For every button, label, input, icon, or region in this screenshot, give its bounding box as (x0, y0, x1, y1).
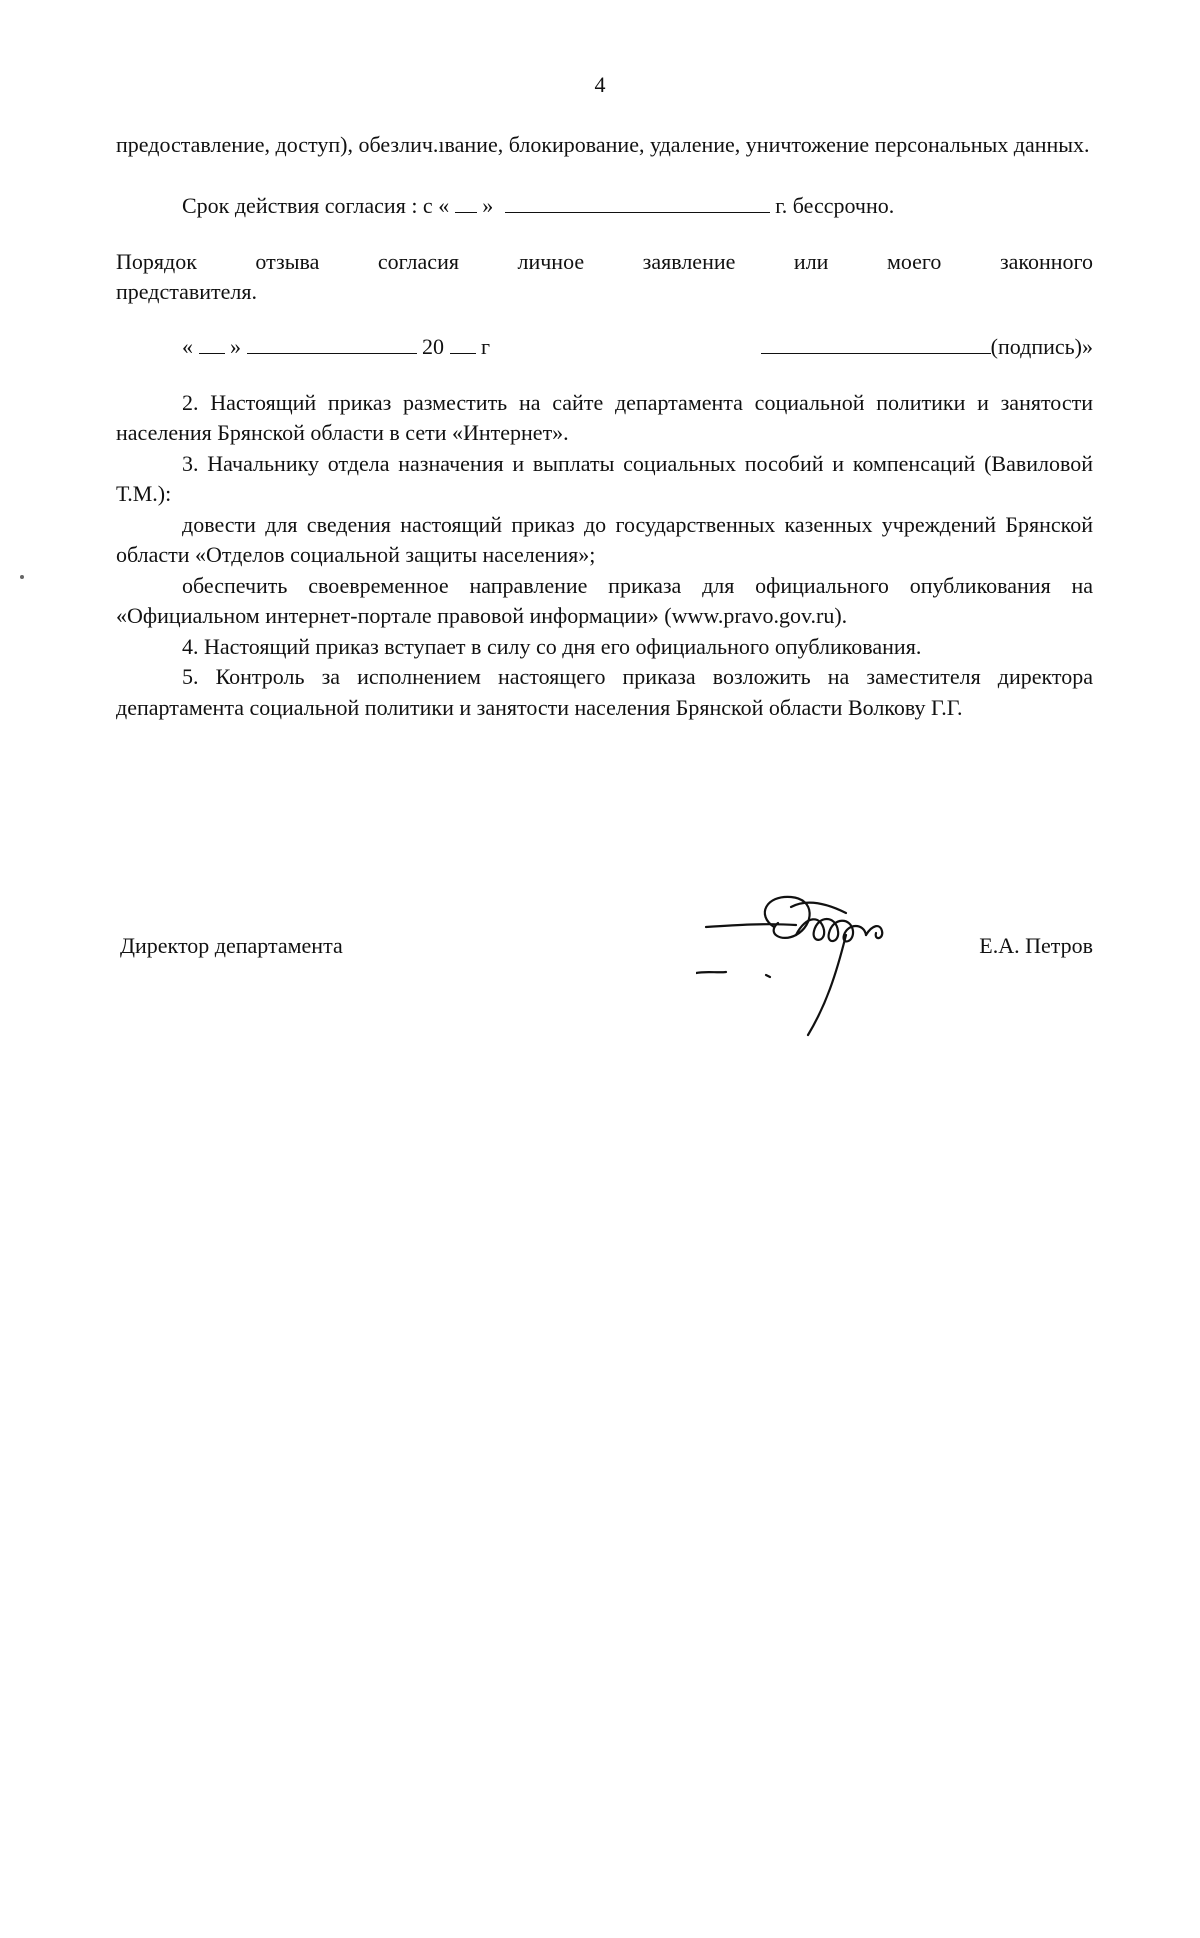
date-year-suffix: г (481, 333, 491, 359)
date-line (182, 332, 490, 363)
consent-term-quote-close: » (482, 192, 494, 218)
date-year-blank (450, 333, 476, 354)
consent-term-row (116, 191, 1093, 223)
revoke-procedure-line-2: представителя. (116, 279, 257, 304)
date-day-blank (199, 333, 225, 354)
signatory-title: Директор департамента (120, 933, 343, 958)
document-body (116, 130, 1093, 723)
signature-blank (761, 333, 991, 354)
paragraph-continuation: предоставление, доступ), обезлич.ıвание, блокирование, удаление, уничтожение персональных данных. (116, 132, 1090, 157)
date-quote-close: » (230, 333, 241, 359)
consent-term-line (182, 191, 894, 222)
date-signature-row (116, 332, 1093, 364)
day-blank (455, 192, 477, 213)
signature-block (116, 925, 1093, 1055)
date-year-prefix: 20 (422, 333, 444, 359)
paragraph-4: 4. Настоящий приказ вступает в силу со дня его официального опубликования. (182, 633, 922, 659)
revoke-procedure-line-1: Порядок отзыва согласия личное заявление или моего законного (116, 248, 1093, 274)
month-year-blank (505, 192, 770, 213)
signatory-name: Е.А. Петров (979, 933, 1093, 958)
paragraph-3b: обеспечить своевременное направление приказа для официального опубликования на «Официальном интернет-портале правовой информации» (www.pravo.gov.ru). (116, 572, 1093, 628)
paragraph-2: 2. Настоящий приказ разместить на сайте департамента социальной политики и занятости населения Брянской области в сети «Интернет». (116, 389, 1093, 445)
scan-speck (20, 575, 24, 579)
date-month-blank (247, 333, 417, 354)
signature-line (761, 332, 1093, 363)
handwritten-signature (696, 885, 916, 1055)
paragraph-3: 3. Начальнику отдела назначения и выплаты социальных пособий и компенсаций (Вавиловой Т.М.): (116, 450, 1093, 506)
consent-term-label: Срок действия согласия : с « (182, 192, 450, 218)
signature-label: (подпись)» (990, 333, 1093, 359)
paragraph-5: 5. Контроль за исполнением настоящего приказа возложить на заместителя директора департамента социальной политики и занятости населения Брянской области Волкову Г.Г. (116, 664, 1093, 720)
page-number: 4 (594, 72, 606, 97)
consent-term-tail: г. бессрочно. (775, 192, 895, 218)
paragraph-3a: довести для сведения настоящий приказ до государственных казенных учреждений Брянской области «Отделов социальной защиты населения»; (116, 511, 1093, 567)
date-quote-open: « (182, 333, 193, 359)
